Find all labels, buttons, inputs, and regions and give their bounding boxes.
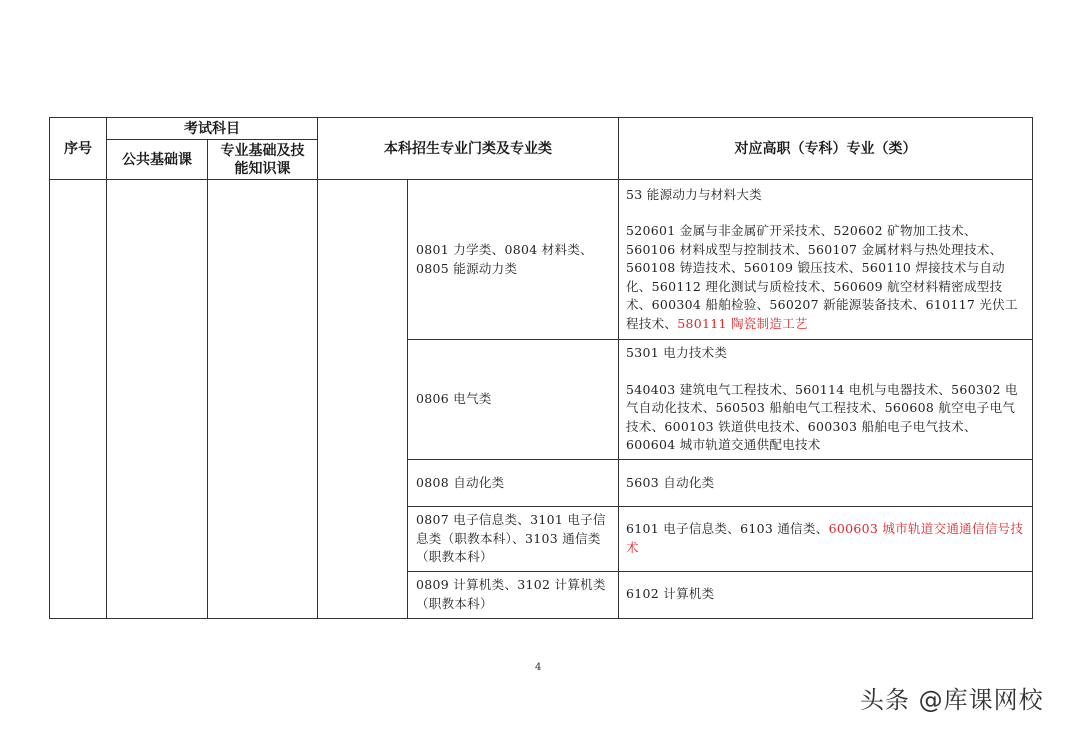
header-undergrad-category: 本科招生专业门类及专业类 [318, 118, 619, 180]
professional-course-cell [208, 180, 318, 619]
header-vocational-major: 对应高职（专科）专业（类） [619, 118, 1033, 180]
category-cell: 0807 电子信息类、3101 电子信息类（职教本科）、3103 通信类（职教本科） [408, 507, 619, 572]
major-text: 520601 金属与非金属矿开采技术、520602 矿物加工技术、560106 材料成型与控制技术、560107 金属材料与热处理技术、560108 铸造技术、560109 锻压技术、560110 焊接技术与自动化、560112 理化测试与质检技术、560609 航空材料精密成型技术、600304 船舶检验、560207 新能源装备技术、610117 光伏工程技术、 [626, 223, 1018, 331]
header-public-course: 公共基础课 [107, 140, 208, 180]
category-cell: 0801 力学类、0804 材料类、0805 能源动力类 [408, 180, 619, 340]
header-row-1 [50, 118, 1033, 140]
major-title: 5301 电力技术类 [626, 345, 728, 361]
majors-table [49, 117, 1033, 619]
category-group-cell [318, 180, 408, 619]
major-title: 53 能源动力与材料大类 [626, 186, 762, 202]
major-cell [619, 460, 1033, 507]
public-course-cell [107, 180, 208, 619]
page-number: 4 [535, 662, 542, 673]
major-cell [619, 340, 1033, 460]
category-cell: 0806 电气类 [408, 340, 619, 460]
major-cell [619, 571, 1033, 618]
header-professional-course: 专业基础及技能知识课 [208, 140, 318, 180]
header-exam-subjects: 考试科目 [107, 118, 318, 140]
category-cell: 0808 自动化类 [408, 460, 619, 507]
major-text: 6102 计算机类 [626, 586, 715, 602]
major-text: 6101 电子信息类、6103 通信类、 [626, 521, 829, 537]
category-cell: 0809 计算机类、3102 计算机类（职教本科） [408, 571, 619, 618]
major-text: 5603 自动化类 [626, 474, 715, 490]
major-text: 540403 建筑电气工程技术、560114 电机与电器技术、560302 电气自动化技术、560503 船舶电气工程技术、560608 航空电子电气技术、600103 铁道供电技术、600303 船舶电子电气技术、600604 城市轨道交通供配电技术 [626, 381, 1018, 453]
major-highlight: 600603 城市轨道交通通信信号技术 [626, 521, 1024, 555]
watermark: 头条 @库课网校 [860, 686, 1044, 714]
header-seq: 序号 [50, 118, 107, 180]
seq-cell [50, 180, 107, 619]
major-highlight: 580111 陶瓷制造工艺 [677, 315, 808, 331]
major-cell [619, 180, 1033, 340]
major-cell [619, 507, 1033, 572]
table-row [50, 180, 1033, 340]
